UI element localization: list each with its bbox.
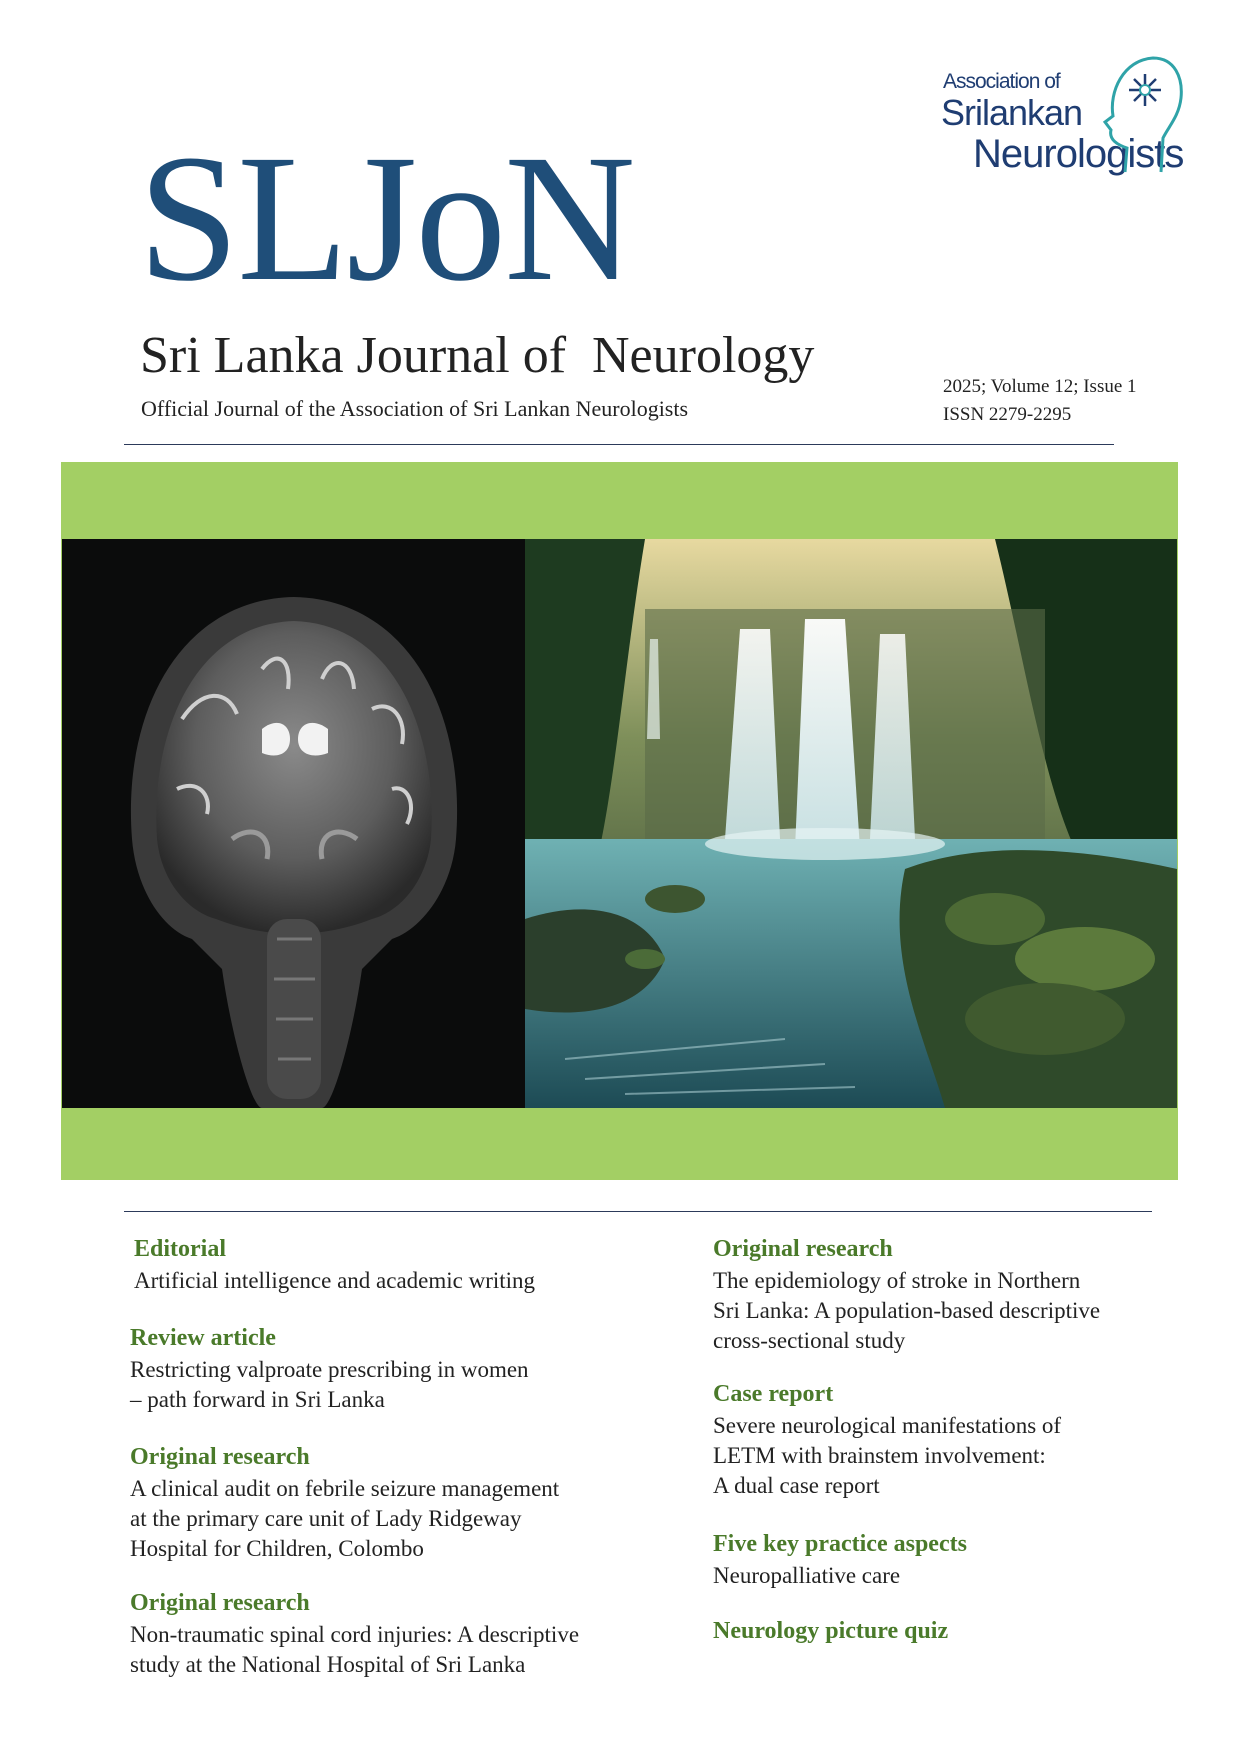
journal-title: Sri Lanka Journal of Neurology (140, 327, 815, 384)
toc-title-original-1: A clinical audit on febrile seizure management at the primary care unit of Lady Ridgeway Hospital for Children, Colombo (130, 1476, 560, 1561)
issue-line: 2025; Volume 12; Issue 1 (943, 376, 1137, 397)
toc-category-review: Review article (130, 1325, 276, 1351)
toc-category-original-3: Original research (713, 1236, 893, 1262)
toc-title-original-2: Non-traumatic spinal cord injuries: A descriptive study at the National Hospital of Sri Lanka (130, 1622, 580, 1677)
toc-title-case-report: Severe neurological manifestations of LETM with brainstem involvement: A dual case report (713, 1413, 1062, 1498)
toc-title-five-key: Neuropalliative care (713, 1563, 901, 1588)
toc-category-picture-quiz: Neurology picture quiz (713, 1618, 949, 1644)
toc-title-review: Restricting valproate prescribing in women – path forward in Sri Lanka (130, 1357, 529, 1412)
logo-line-2: Srilankan (941, 92, 1083, 133)
association-logo (935, 52, 1185, 192)
contents-divider (124, 1211, 1152, 1212)
logo-line-3: Neurologists (973, 132, 1184, 176)
toc-title-original-3: The epidemiology of stroke in Northern Sri Lanka: A population-based descriptive cross-sectional study (713, 1268, 1101, 1353)
toc-category-original-2: Original research (130, 1590, 310, 1616)
journal-brand: SLJoN (138, 118, 634, 319)
header-divider (124, 444, 1114, 445)
journal-subtitle: Official Journal of the Association of Sri Lankan Neurologists (141, 396, 689, 421)
toc-category-five-key: Five key practice aspects (713, 1531, 967, 1557)
toc-category-original-1: Original research (130, 1444, 310, 1470)
head-profile-star-icon (1095, 52, 1185, 182)
waterfall-forest-image (525, 539, 1177, 1108)
cover-image-frame (61, 462, 1178, 1180)
cover-image (62, 539, 1177, 1108)
toc-category-editorial: Editorial (134, 1236, 227, 1262)
issn-line: ISSN 2279-2295 (943, 404, 1072, 425)
logo-line-1: Association of (943, 70, 1060, 93)
toc-category-case-report: Case report (713, 1381, 834, 1407)
brain-mri-coronal-image (62, 539, 525, 1108)
issue-info (943, 373, 1137, 429)
toc-title-editorial: Artificial intelligence and academic writing (134, 1268, 536, 1293)
